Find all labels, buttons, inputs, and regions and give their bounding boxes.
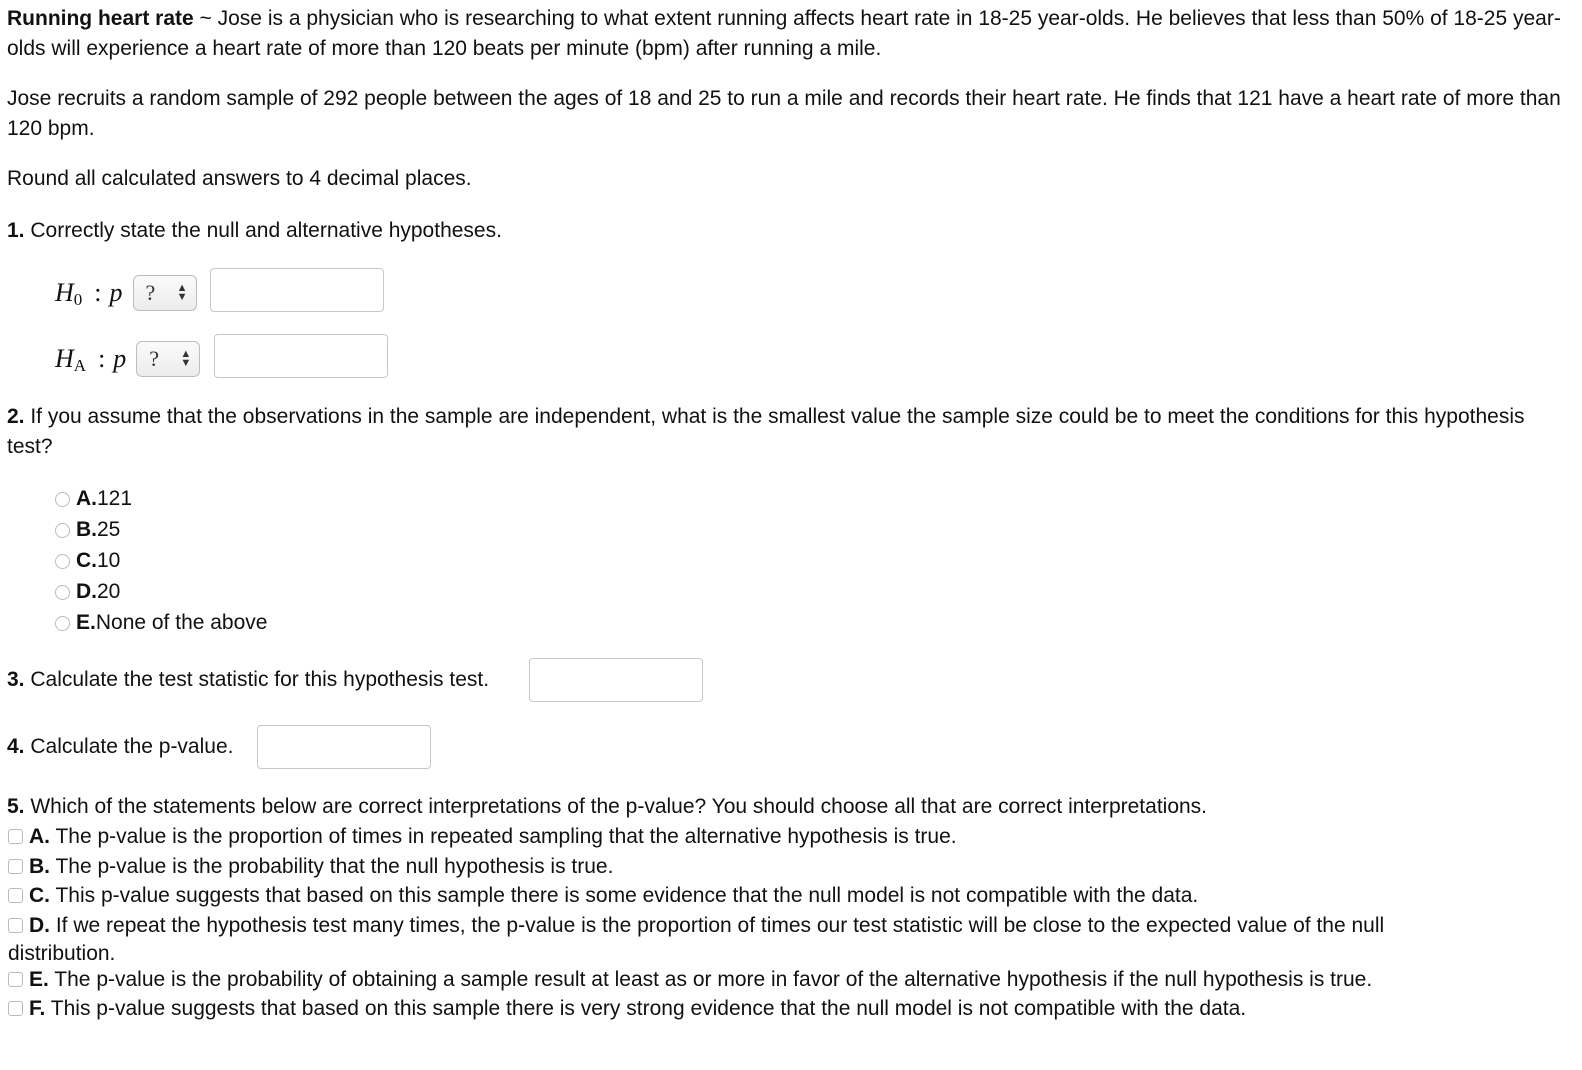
question-4-number: 4. xyxy=(7,735,25,758)
question-3-text: Calculate the test statistic for this hypothesis test. xyxy=(24,668,490,691)
alt-operator-value: ? xyxy=(149,346,160,371)
option-text: 25 xyxy=(97,518,121,541)
option-text: None of the above xyxy=(95,611,268,634)
question-5-text: Which of the statements below are correct interpretations of the p-value? You should choose all that are correct interpretations. xyxy=(24,795,1208,818)
option-letter: E. xyxy=(76,611,96,634)
null-value-input[interactable] xyxy=(210,268,384,312)
option-text: This p-value suggests that based on this sample there is very strong evidence that the null model is not compatible with the data. xyxy=(45,997,1247,1020)
q5-option-f[interactable] xyxy=(8,995,1568,1023)
p-value-input[interactable] xyxy=(257,725,431,769)
null-operator-value: ? xyxy=(145,280,156,305)
option-text: 121 xyxy=(97,487,133,510)
q5-option-a[interactable] xyxy=(8,823,1568,851)
rounding-instruction: Round all calculated answers to 4 decimal places. xyxy=(7,167,472,190)
q5-option-d[interactable] xyxy=(8,912,1488,968)
sample-paragraph: Jose recruits a random sample of 292 people between the ages of 18 and 25 to run a mile and records their heart rate. He finds that 121 have a heart rate of more than 120 bpm. xyxy=(7,87,1561,140)
option-letter: D. xyxy=(76,580,97,603)
option-letter: B. xyxy=(29,855,50,878)
q5-option-e[interactable] xyxy=(8,966,1568,994)
option-letter: D. xyxy=(29,914,50,937)
option-letter: B. xyxy=(76,518,97,541)
option-letter: F. xyxy=(29,997,46,1020)
null-h-symbol: H xyxy=(55,278,74,307)
q2-option-e[interactable] xyxy=(55,608,267,638)
question-4-text: Calculate the p-value. xyxy=(24,735,234,758)
alt-h-subscript: A xyxy=(73,356,87,375)
alt-h-symbol: H xyxy=(55,344,74,373)
option-letter: C. xyxy=(76,549,97,572)
question-4 xyxy=(7,732,233,762)
q2-option-d[interactable] xyxy=(55,577,120,607)
question-1 xyxy=(7,216,1567,246)
problem-title: Running heart rate xyxy=(7,7,194,30)
alt-colon: : xyxy=(98,344,106,373)
question-5-number: 5. xyxy=(7,795,25,818)
radio-icon[interactable] xyxy=(55,616,70,631)
test-statistic-input[interactable] xyxy=(529,658,703,702)
alt-hypothesis-row xyxy=(55,341,200,377)
null-hypothesis-row xyxy=(55,275,197,311)
question-2 xyxy=(7,402,1527,462)
option-text: The p-value is the probability of obtaining a sample result at least as or more in favor of the alternative hypothesis if the null hypothesis is true. xyxy=(48,968,1373,991)
checkbox-icon[interactable] xyxy=(8,972,23,987)
intro-text: Jose is a physician who is researching to what extent running affects heart rate in 18-25 year-olds. He believes that less than 50% of 18-25 year-olds will experience a heart rate of more than 120 beats per minute (bpm) after running a mile. xyxy=(7,7,1561,60)
question-2-number: 2. xyxy=(7,405,25,428)
checkbox-icon[interactable] xyxy=(8,888,23,903)
alt-p-symbol: p xyxy=(113,344,127,373)
option-text: 10 xyxy=(97,549,121,572)
question-1-text: Correctly state the null and alternative hypotheses. xyxy=(24,219,502,242)
select-arrows-icon: ▲ ▼ xyxy=(176,282,188,303)
question-5 xyxy=(7,792,1567,822)
select-arrows-icon: ▲ ▼ xyxy=(180,348,192,369)
alt-value-input[interactable] xyxy=(214,334,388,378)
option-letter: C. xyxy=(29,884,50,907)
radio-icon[interactable] xyxy=(55,492,70,507)
option-letter: A. xyxy=(29,825,50,848)
radio-icon[interactable] xyxy=(55,523,70,538)
q5-option-b[interactable] xyxy=(8,853,1568,881)
option-letter: E. xyxy=(29,968,49,991)
option-text: The p-value is the proportion of times in repeated sampling that the alternative hypothesis is true. xyxy=(50,825,957,848)
question-3 xyxy=(7,665,489,695)
intro-paragraph xyxy=(7,4,1567,64)
alt-operator-select[interactable] xyxy=(136,341,200,377)
option-text: 20 xyxy=(97,580,121,603)
null-operator-select[interactable] xyxy=(133,275,197,311)
q2-option-b[interactable] xyxy=(55,515,120,545)
checkbox-icon[interactable] xyxy=(8,918,23,933)
option-letter: A. xyxy=(76,487,97,510)
option-text: The p-value is the probability that the null hypothesis is true. xyxy=(50,855,614,878)
option-text: This p-value suggests that based on this sample there is some evidence that the null model is not compatible with the data. xyxy=(50,884,1199,907)
null-colon: : xyxy=(94,278,102,307)
checkbox-icon[interactable] xyxy=(8,859,23,874)
null-h-subscript: 0 xyxy=(73,290,83,309)
question-2-text: If you assume that the observations in the sample are independent, what is the smallest value the sample size could be to meet the conditions for this hypothesis test? xyxy=(7,405,1525,458)
checkbox-icon[interactable] xyxy=(8,829,23,844)
radio-icon[interactable] xyxy=(55,554,70,569)
checkbox-icon[interactable] xyxy=(8,1001,23,1016)
question-1-number: 1. xyxy=(7,219,25,242)
null-p-symbol: p xyxy=(109,278,123,307)
radio-icon[interactable] xyxy=(55,585,70,600)
q5-option-c[interactable] xyxy=(8,882,1568,910)
question-3-number: 3. xyxy=(7,668,25,691)
q2-option-a[interactable] xyxy=(55,484,132,514)
option-text: If we repeat the hypothesis test many times, the p-value is the proportion of times our test statistic will be close to the expected value of the null distribution. xyxy=(8,914,1385,965)
q2-option-c[interactable] xyxy=(55,546,120,576)
title-separator: ~ xyxy=(193,7,218,30)
